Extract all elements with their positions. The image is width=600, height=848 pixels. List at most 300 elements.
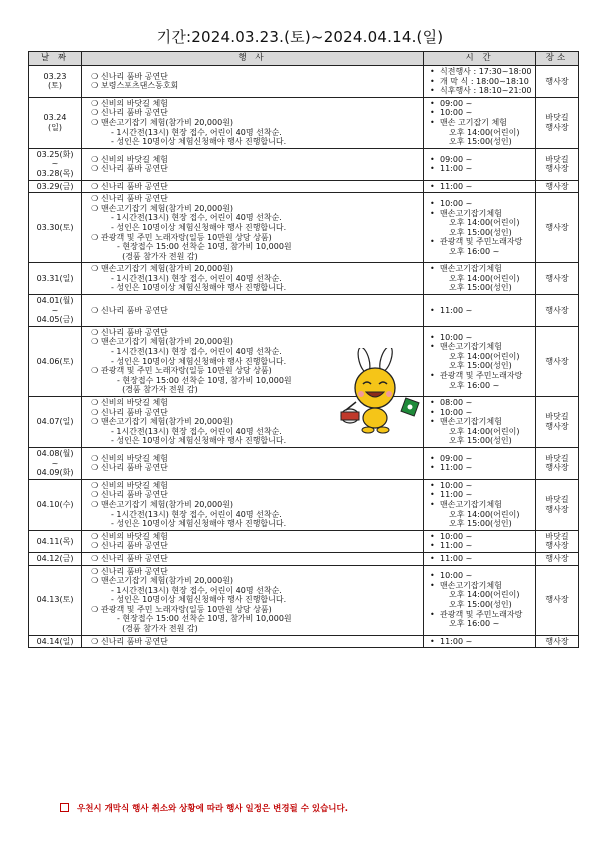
time-line xyxy=(427,199,532,209)
time-text: 11:00 ~ xyxy=(440,164,473,174)
time-text: 11:00 ~ xyxy=(440,636,473,646)
row-times xyxy=(424,397,536,448)
square-icon xyxy=(60,803,69,812)
event-text: 신비의 바닷길 체험 xyxy=(101,453,168,463)
event-text: - 1시간전(13시) 현장 접수, 어린이 40명 선착순. xyxy=(111,585,282,595)
event-text: - 성인은 10명이상 체험신청해야 행사 진행합니다. xyxy=(111,519,287,529)
event-line xyxy=(85,155,420,165)
time-line xyxy=(427,417,532,427)
time-line xyxy=(427,541,532,551)
time-text: 10:00 ~ xyxy=(440,571,473,581)
dot-bullet-icon: • xyxy=(430,571,435,581)
time-text: 오후 14:00(어린이) xyxy=(449,127,520,137)
circle-bullet-icon: ❍ xyxy=(91,499,99,509)
dot-bullet-icon: • xyxy=(430,98,435,108)
schedule-row xyxy=(29,263,579,295)
event-text: 보령스포츠댄스동호회 xyxy=(101,81,179,91)
event-line xyxy=(85,481,420,491)
dot-bullet-icon: • xyxy=(430,417,435,427)
schedule-row xyxy=(29,148,579,180)
dot-bullet-icon: • xyxy=(430,371,435,381)
circle-bullet-icon: ❍ xyxy=(91,553,99,563)
time-text: 10:00 ~ xyxy=(440,407,473,417)
time-line xyxy=(427,619,532,629)
time-text: 오후 15:00(성인) xyxy=(449,436,512,446)
row-times xyxy=(424,263,536,295)
event-line xyxy=(85,204,420,214)
schedule-row xyxy=(29,565,579,635)
event-text: 신나리 품바 공연단 xyxy=(101,181,168,191)
time-text: 오후 15:00(성인) xyxy=(449,137,512,147)
time-line xyxy=(427,500,532,510)
event-text: 관광객 및 주민 노래자랑(일등 10만원 상당 상품) xyxy=(101,604,272,614)
event-line xyxy=(85,510,420,520)
time-text: 오후 15:00(성인) xyxy=(449,600,512,610)
event-text: 신비의 바닷길 체험 xyxy=(101,531,168,541)
circle-bullet-icon: ❍ xyxy=(91,108,99,118)
event-line xyxy=(85,567,420,577)
event-line xyxy=(85,128,420,138)
row-times xyxy=(424,565,536,635)
time-text: 오후 14:00(어린이) xyxy=(449,426,520,436)
row-times xyxy=(424,148,536,180)
event-text: (경품 참가자 전원 감) xyxy=(117,385,198,395)
time-text: 10:00 ~ xyxy=(440,531,473,541)
event-line xyxy=(85,137,420,147)
row-date: 04.08(월) ~ 04.09(화) xyxy=(29,447,82,479)
time-line xyxy=(427,108,532,118)
dot-bullet-icon: • xyxy=(430,531,435,541)
time-text: 오후 16:00 ~ xyxy=(449,619,500,629)
row-events xyxy=(82,635,424,648)
row-events xyxy=(82,295,424,327)
time-line xyxy=(427,490,532,500)
time-line xyxy=(427,463,532,473)
dot-bullet-icon: • xyxy=(430,463,435,473)
event-line xyxy=(85,81,420,91)
event-text: 맨손고기잡기 체험(참가비 20,000원) xyxy=(101,417,234,427)
time-line xyxy=(427,519,532,529)
event-line xyxy=(85,164,420,174)
circle-bullet-icon: ❍ xyxy=(91,327,99,337)
dot-bullet-icon: • xyxy=(430,86,435,96)
row-place: 바닷길 행사장 xyxy=(536,397,579,448)
row-place: 바닷길 행사장 xyxy=(536,479,579,530)
row-events xyxy=(82,180,424,193)
schedule-row xyxy=(29,447,579,479)
circle-bullet-icon: ❍ xyxy=(91,117,99,127)
time-line xyxy=(427,99,532,109)
event-line xyxy=(85,233,420,243)
circle-bullet-icon: ❍ xyxy=(91,463,99,473)
header-date: 날 짜 xyxy=(29,52,82,66)
circle-bullet-icon: ❍ xyxy=(91,407,99,417)
event-text: - 1시간전(13시) 현장 접수, 어린이 40명 선착순. xyxy=(111,127,282,137)
row-place: 행사장 xyxy=(536,66,579,98)
event-line xyxy=(85,182,420,192)
time-line xyxy=(427,342,532,352)
time-text: 08:00 ~ xyxy=(440,398,473,407)
row-date: 03.31(일) xyxy=(29,263,82,295)
row-events xyxy=(82,148,424,180)
circle-bullet-icon: ❍ xyxy=(91,71,99,81)
time-text: 맨손고기잡기체험 xyxy=(440,580,502,590)
circle-bullet-icon: ❍ xyxy=(91,203,99,213)
rabbit-mascot-icon xyxy=(328,348,428,438)
event-text: 신나리 품바 공연단 xyxy=(101,463,168,473)
event-line xyxy=(85,213,420,223)
time-text: 식후행사 : 18:10~21:00 xyxy=(440,86,532,96)
event-text: 맨손고기잡기 체험(참가비 20,000원) xyxy=(101,576,234,586)
circle-bullet-icon: ❍ xyxy=(91,194,99,204)
time-line xyxy=(427,182,532,192)
time-line xyxy=(427,118,532,128)
time-text: 개 막 식 : 18:00~18:10 xyxy=(440,76,529,86)
dot-bullet-icon: • xyxy=(430,553,435,563)
event-line xyxy=(85,454,420,464)
row-place: 바닷길 행사장 xyxy=(536,447,579,479)
dot-bullet-icon: • xyxy=(430,208,435,218)
event-line xyxy=(85,283,420,293)
event-text: 관광객 및 주민 노래자랑(일등 10만원 상당 상품) xyxy=(101,366,272,376)
circle-bullet-icon: ❍ xyxy=(91,337,99,347)
time-text: 관광객 및 주민노래자랑 xyxy=(440,237,523,247)
time-text: 맨손고기잡기체험 xyxy=(440,417,502,427)
time-line xyxy=(427,454,532,464)
time-text: 10:00 ~ xyxy=(440,198,473,208)
row-events xyxy=(82,263,424,295)
event-text: - 1시간전(13시) 현장 접수, 어린이 40명 선착순. xyxy=(111,213,282,223)
row-events xyxy=(82,193,424,263)
row-date: 04.07(일) xyxy=(29,397,82,448)
time-line xyxy=(427,571,532,581)
row-times xyxy=(424,66,536,98)
event-line xyxy=(85,337,420,347)
event-text: - 1시간전(13시) 현장 접수, 어린이 40명 선착순. xyxy=(111,347,282,357)
dot-bullet-icon: • xyxy=(430,164,435,174)
event-line xyxy=(85,532,420,542)
event-line xyxy=(85,614,420,624)
dot-bullet-icon: • xyxy=(430,453,435,463)
row-place: 행사장 xyxy=(536,295,579,327)
time-line xyxy=(427,155,532,165)
event-text: 신나리 품바 공연단 xyxy=(101,407,168,417)
time-text: 오후 16:00 ~ xyxy=(449,380,500,390)
time-line xyxy=(427,427,532,437)
row-place: 바닷길 행사장 xyxy=(536,148,579,180)
time-text: 오후 15:00(성인) xyxy=(449,283,512,293)
row-date: 03.24 (일) xyxy=(29,97,82,148)
time-line xyxy=(427,532,532,542)
event-line xyxy=(85,519,420,529)
time-line xyxy=(427,436,532,446)
event-text: 신나리 품바 공연단 xyxy=(101,194,168,204)
event-text: 신나리 품바 공연단 xyxy=(101,490,168,500)
time-line xyxy=(427,237,532,247)
time-line xyxy=(427,600,532,610)
time-text: 10:00 ~ xyxy=(440,108,473,118)
event-text: 신나리 품바 공연단 xyxy=(101,553,168,563)
event-line xyxy=(85,72,420,82)
time-text: 오후 15:00(성인) xyxy=(449,361,512,371)
row-times xyxy=(424,295,536,327)
time-text: 관광객 및 주민노래자랑 xyxy=(440,371,523,381)
time-text: 09:00 ~ xyxy=(440,453,473,463)
schedule-row xyxy=(29,479,579,530)
circle-bullet-icon: ❍ xyxy=(91,154,99,164)
event-text: 신비의 바닷길 체험 xyxy=(101,98,168,108)
dot-bullet-icon: • xyxy=(430,181,435,191)
row-events xyxy=(82,66,424,98)
row-date: 03.30(토) xyxy=(29,193,82,263)
dot-bullet-icon: • xyxy=(430,237,435,247)
row-events xyxy=(82,530,424,552)
event-text: 신비의 바닷길 체험 xyxy=(101,154,168,164)
circle-bullet-icon: ❍ xyxy=(91,264,99,274)
event-line xyxy=(85,242,420,252)
row-place: 행사장 xyxy=(536,635,579,648)
circle-bullet-icon: ❍ xyxy=(91,181,99,191)
event-line xyxy=(85,541,420,551)
row-place: 행사장 xyxy=(536,263,579,295)
event-text: 신나리 품바 공연단 xyxy=(101,305,168,315)
row-events xyxy=(82,447,424,479)
circle-bullet-icon: ❍ xyxy=(91,232,99,242)
schedule-row xyxy=(29,635,579,648)
schedule-row xyxy=(29,193,579,263)
time-text: 오후 14:00(어린이) xyxy=(449,218,520,228)
time-text: 11:00 ~ xyxy=(440,553,473,563)
event-text: - 1시간전(13시) 현장 접수, 어린이 40명 선착순. xyxy=(111,509,282,519)
dot-bullet-icon: • xyxy=(430,499,435,509)
row-place: 행사장 xyxy=(536,326,579,396)
event-line xyxy=(85,490,420,500)
event-line xyxy=(85,306,420,316)
event-text: 신비의 바닷길 체험 xyxy=(101,398,168,407)
time-line xyxy=(427,510,532,520)
event-line xyxy=(85,624,420,634)
dot-bullet-icon: • xyxy=(430,198,435,208)
event-text: - 성인은 10명이상 체험신청해야 행사 진행합니다. xyxy=(111,283,287,293)
event-line xyxy=(85,595,420,605)
schedule-row xyxy=(29,295,579,327)
event-text: 맨손고기잡기 체험(참가비 20,000원) xyxy=(101,337,234,347)
schedule-body xyxy=(29,66,579,648)
row-date: 03.29(금) xyxy=(29,180,82,193)
dot-bullet-icon: • xyxy=(430,264,435,274)
time-text: 오후 14:00(어린이) xyxy=(449,273,520,283)
time-text: 맨손고기잡기체험 xyxy=(440,499,502,509)
event-text: (경품 참가자 전원 감) xyxy=(117,251,198,261)
circle-bullet-icon: ❍ xyxy=(91,366,99,376)
time-line xyxy=(427,77,532,87)
header-place: 장소 xyxy=(536,52,579,66)
event-text: - 현장접수 15:00 선착순 10명, 참가비 10,000원 xyxy=(117,614,292,624)
time-line xyxy=(427,164,532,174)
time-text: 오후 14:00(어린이) xyxy=(449,509,520,519)
event-text: - 성인은 10명이상 체험신청해야 행사 진행합니다. xyxy=(111,222,287,232)
dot-bullet-icon: • xyxy=(430,490,435,500)
event-text: 신비의 바닷길 체험 xyxy=(101,480,168,490)
dot-bullet-icon: • xyxy=(430,108,435,118)
notice xyxy=(60,802,348,814)
event-text: - 현장접수 15:00 선착순 10명, 참가비 10,000원 xyxy=(117,375,292,385)
time-text: 오후 14:00(어린이) xyxy=(449,351,520,361)
time-line xyxy=(427,218,532,228)
circle-bullet-icon: ❍ xyxy=(91,453,99,463)
circle-bullet-icon: ❍ xyxy=(91,305,99,315)
row-date: 03.25(화) ~ 03.28(목) xyxy=(29,148,82,180)
dot-bullet-icon: • xyxy=(430,636,435,646)
event-text: 신나리 품바 공연단 xyxy=(101,327,168,337)
header-events: 행 사 xyxy=(82,52,424,66)
dot-bullet-icon: • xyxy=(430,332,435,342)
time-text: 맨손 고기잡기 체험 xyxy=(440,117,507,127)
row-times xyxy=(424,552,536,565)
row-times xyxy=(424,479,536,530)
row-events xyxy=(82,565,424,635)
row-date: 04.14(일) xyxy=(29,635,82,648)
circle-bullet-icon: ❍ xyxy=(91,541,99,551)
event-line xyxy=(85,194,420,204)
row-date: 04.11(목) xyxy=(29,530,82,552)
event-text: 맨손고기잡기 체험(참가비 20,000원) xyxy=(101,499,234,509)
time-line xyxy=(427,137,532,147)
event-line xyxy=(85,264,420,274)
dot-bullet-icon: • xyxy=(430,342,435,352)
time-line xyxy=(427,361,532,371)
dot-bullet-icon: • xyxy=(430,609,435,619)
time-text: 오후 15:00(성인) xyxy=(449,519,512,529)
event-line xyxy=(85,328,420,338)
header-row xyxy=(29,52,579,66)
time-line xyxy=(427,352,532,362)
event-line xyxy=(85,108,420,118)
schedule-row xyxy=(29,66,579,98)
time-text: 11:00 ~ xyxy=(440,181,473,191)
notice-text: 우천시 개막식 행사 취소와 상황에 따라 행사 일정은 변경될 수 있습니다. xyxy=(77,804,348,814)
schedule-row xyxy=(29,530,579,552)
dot-bullet-icon: • xyxy=(430,67,435,76)
time-line xyxy=(427,128,532,138)
circle-bullet-icon: ❍ xyxy=(91,490,99,500)
event-text: - 1시간전(13시) 현장 접수, 어린이 40명 선착순. xyxy=(111,273,282,283)
event-line xyxy=(85,637,420,647)
row-events xyxy=(82,97,424,148)
row-date: 04.12(금) xyxy=(29,552,82,565)
event-text: 신나리 품바 공연단 xyxy=(101,71,168,81)
schedule-row xyxy=(29,397,579,448)
time-line xyxy=(427,283,532,293)
dot-bullet-icon: • xyxy=(430,407,435,417)
time-line xyxy=(427,86,532,96)
time-line xyxy=(427,306,532,316)
time-line xyxy=(427,247,532,257)
time-line xyxy=(427,333,532,343)
event-text: (경품 참가자 전원 감) xyxy=(117,624,198,634)
row-times xyxy=(424,635,536,648)
event-text: 신나리 품바 공연단 xyxy=(101,541,168,551)
dot-bullet-icon: • xyxy=(430,480,435,490)
time-text: 오후 15:00(성인) xyxy=(449,227,512,237)
row-times xyxy=(424,530,536,552)
time-line xyxy=(427,408,532,418)
circle-bullet-icon: ❍ xyxy=(91,636,99,646)
row-place: 행사장 xyxy=(536,565,579,635)
time-line xyxy=(427,590,532,600)
row-events xyxy=(82,552,424,565)
schedule-row xyxy=(29,552,579,565)
event-text: - 성인은 10명이상 체험신청해야 행사 진행합니다. xyxy=(111,436,287,446)
time-text: 오후 16:00 ~ xyxy=(449,246,500,256)
event-text: 관광객 및 주민 노래자랑(일등 10만원 상당 상품) xyxy=(101,232,272,242)
event-text: - 현장접수 15:00 선착순 10명, 참가비 10,000원 xyxy=(117,242,292,252)
circle-bullet-icon: ❍ xyxy=(91,98,99,108)
event-text: - 성인은 10명이상 체험신청해야 행사 진행합니다. xyxy=(111,137,287,147)
circle-bullet-icon: ❍ xyxy=(91,531,99,541)
event-line xyxy=(85,463,420,473)
time-text: 관광객 및 주민노래자랑 xyxy=(440,609,523,619)
event-line xyxy=(85,576,420,586)
time-text: 11:00 ~ xyxy=(440,541,473,551)
time-text: 11:00 ~ xyxy=(440,305,473,315)
time-line xyxy=(427,637,532,647)
time-text: 맨손고기잡기체험 xyxy=(440,342,502,352)
row-place: 행사장 xyxy=(536,180,579,193)
event-text: - 성인은 10명이상 체험신청해야 행사 진행합니다. xyxy=(111,356,287,366)
period-title: 기간:2024.03.23.(토)~2024.04.14.(일) xyxy=(156,28,444,46)
event-text: 신나리 품바 공연단 xyxy=(101,108,168,118)
row-place: 행사장 xyxy=(536,552,579,565)
row-date: 04.01(월) ~ 04.05(금) xyxy=(29,295,82,327)
circle-bullet-icon: ❍ xyxy=(91,576,99,586)
schedule-row xyxy=(29,326,579,396)
dot-bullet-icon: • xyxy=(430,76,435,86)
event-text: 신나리 품바 공연단 xyxy=(101,636,168,646)
dot-bullet-icon: • xyxy=(430,154,435,164)
dot-bullet-icon: • xyxy=(430,305,435,315)
circle-bullet-icon: ❍ xyxy=(91,604,99,614)
row-place: 행사장 xyxy=(536,193,579,263)
circle-bullet-icon: ❍ xyxy=(91,164,99,174)
event-text: 맨손고기잡기 체험(참가비 20,000원) xyxy=(101,203,234,213)
event-text: 맨손고기잡기 체험(참가비 20,000원) xyxy=(101,117,234,127)
time-text: 10:00 ~ xyxy=(440,332,473,342)
time-line xyxy=(427,554,532,564)
dot-bullet-icon: • xyxy=(430,541,435,551)
header-times: 시 간 xyxy=(424,52,536,66)
row-times xyxy=(424,447,536,479)
schedule-table xyxy=(28,51,579,648)
circle-bullet-icon: ❍ xyxy=(91,480,99,490)
event-line xyxy=(85,554,420,564)
time-line xyxy=(427,381,532,391)
row-date: 04.13(토) xyxy=(29,565,82,635)
circle-bullet-icon: ❍ xyxy=(91,566,99,576)
event-line xyxy=(85,252,420,262)
time-line xyxy=(427,398,532,408)
time-text: 09:00 ~ xyxy=(440,154,473,164)
time-line xyxy=(427,67,532,77)
event-line xyxy=(85,586,420,596)
time-line xyxy=(427,209,532,219)
time-line xyxy=(427,264,532,274)
event-text: - 1시간전(13시) 현장 접수, 어린이 40명 선착순. xyxy=(111,426,282,436)
time-text: 10:00 ~ xyxy=(440,480,473,490)
dot-bullet-icon: • xyxy=(430,580,435,590)
schedule-row xyxy=(29,180,579,193)
event-line xyxy=(85,99,420,109)
